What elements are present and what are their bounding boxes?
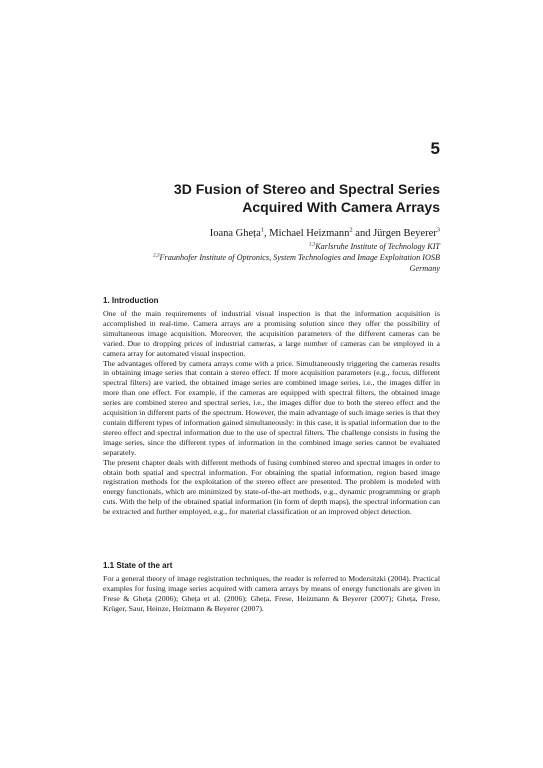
chapter-title-line-2: Acquired With Camera Arrays: [242, 199, 440, 215]
section-heading-state-of-the-art: 1.1 State of the art: [103, 561, 173, 570]
chapter-number: 5: [430, 139, 440, 158]
affiliation-1-superscript: 1,3: [308, 241, 316, 248]
author-line: [210, 227, 440, 240]
affiliation-2: [153, 252, 440, 263]
affiliation-country: Germany: [409, 264, 440, 273]
paragraph: The advantages offered by camera arrays come with a price. Simultaneously triggering the cameras results in obtaining image series that contain a stereo effect. If more acquisition parameters (e.g., focus, different spectral filters) are varied, the obtained image series are combined image series, i.e., the images differ in more than one effect. For example, if the cameras are equipped with spectral filters, the obtained image series are combined stereo and spectral series, i.e., the images differ due to both the stereo effect and the acquisition in different parts of the spectrum. However, the main advantage of such image series is that they contain different types of information gained simultaneously: in this case, it is spatial information due to the stereo effect and spectral information due to the use of spectral filters. The challenge consists in fusing the image series, since the different types of information in the combined image series cannot be evaluated separately.: [103, 358, 440, 457]
state-of-the-art-body: [103, 574, 440, 614]
section-heading-introduction: 1. Introduction: [103, 296, 159, 305]
paragraph: The present chapter deals with different methods of fusing combined stereo and spectral images in order to obtain both spatial and spectral information. For obtaining the spatial information, region based image registration methods for the exploitation of the stereo effect are presented. The problem is modeled with energy functionals, which are minimized by state-of-the-art methods, e.g., dynamic programming or graph cuts. With the help of the obtained spatial information (in form of depth maps), the spectral information can be extracted and further employed, e.g., for material classification or an improved object detection.: [103, 457, 440, 517]
affiliation-2-superscript: 2,3: [153, 252, 160, 259]
author-2: , Michael Heizmann: [263, 228, 350, 239]
author-3-superscript: 3: [436, 226, 440, 234]
author-3: and Jürgen Beyerer: [352, 228, 437, 239]
affiliation-1: [309, 241, 440, 252]
introduction-body: [103, 309, 440, 517]
author-1: Ioana Gheța: [209, 228, 261, 239]
author-2-superscript: 2: [349, 226, 353, 234]
affiliation-2-text: Fraunhofer Institute of Optronics, System Technologies and Image Exploitation IOSB: [159, 253, 440, 262]
chapter-title-line-1: 3D Fusion of Stereo and Spectral Series: [173, 181, 440, 197]
author-1-superscript: 1: [260, 226, 264, 234]
chapter-title: [110, 180, 440, 216]
paragraph: One of the main requirements of industrial visual inspection is that the information acquisition is accomplished in real-time. Camera arrays are a promising solution since they offer the possibility of simultaneous image acquisition. Moreover, the acquisition parameters of the different cameras can be varied. Due to dropping prices of industrial cameras, a large number of cameras can be employed in a camera array for automated visual inspection.: [103, 309, 440, 358]
affiliation-1-text: Karlsruhe Institute of Technology KIT: [315, 242, 440, 251]
paragraph: For a general theory of image registration techniques, the reader is referred to Modersitzki (2004). Practical examples for fusing image series acquired with camera arrays by means of energy functionals are given in Frese & Gheța (2006); Gheța et al. (2006); Gheța, Frese, Heizmann & Beyerer (2007); Gheța, Frese, Krüger, Saur, Heinze, Heizmann & Beyerer (2007).: [103, 574, 440, 613]
